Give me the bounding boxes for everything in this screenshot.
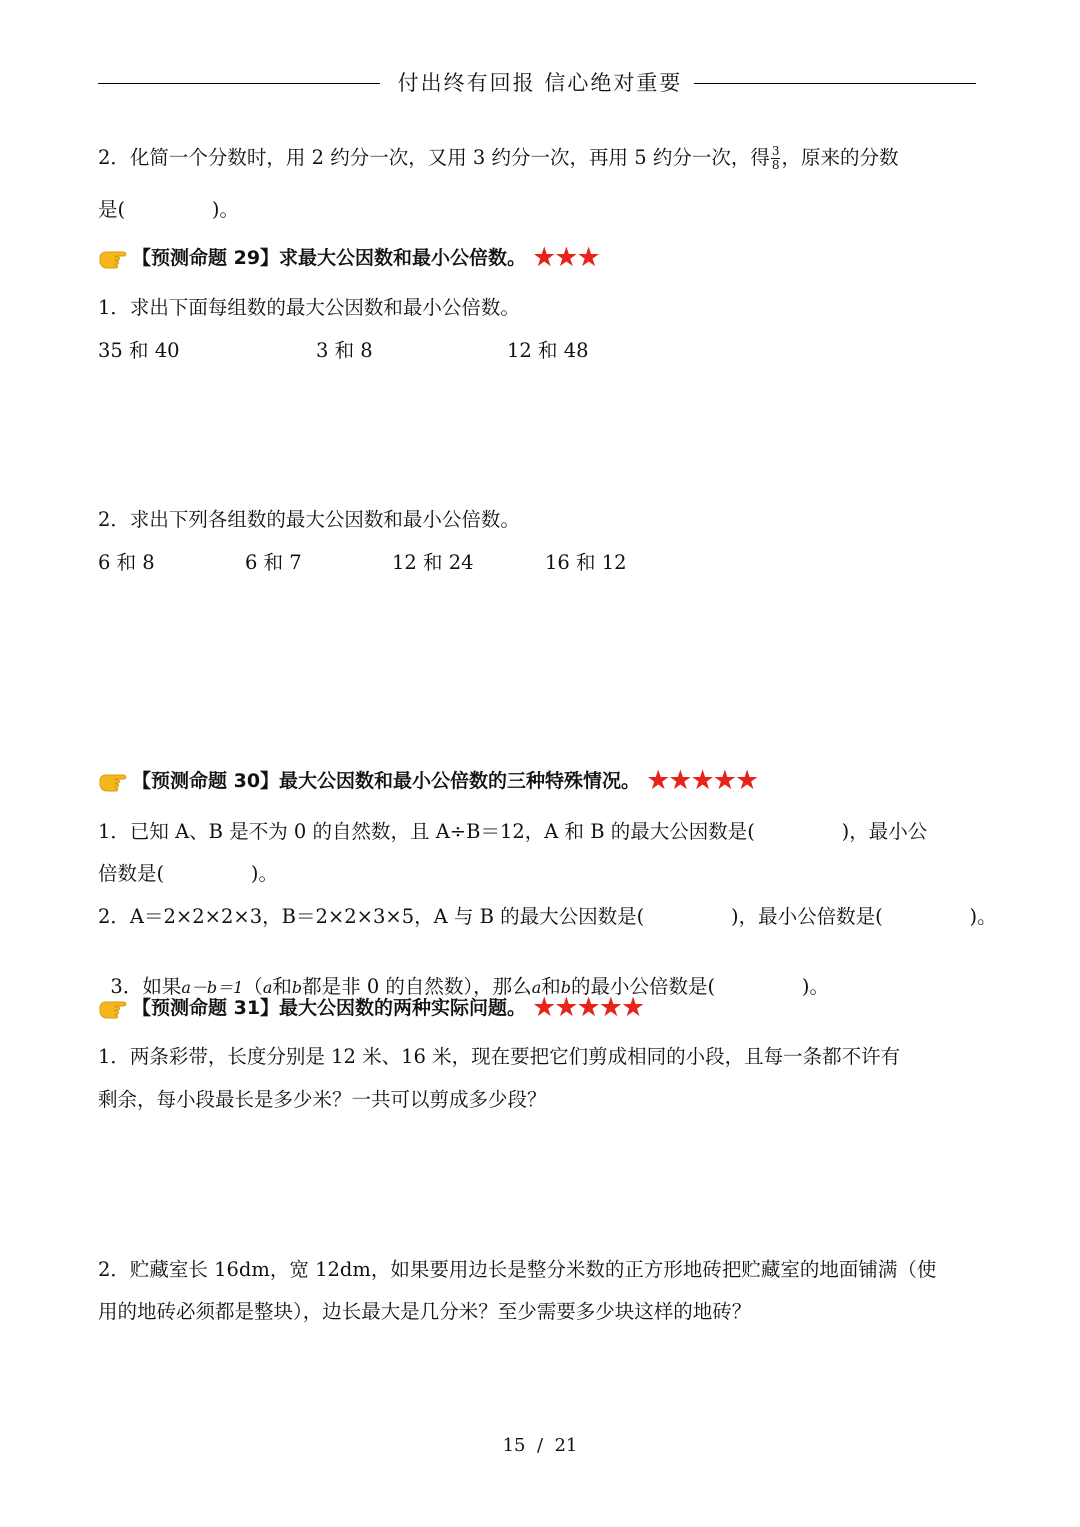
rating-stars	[532, 244, 599, 272]
star-icon: ★	[576, 242, 601, 273]
pointing-hand-icon	[98, 244, 130, 272]
section-29-heading: 【预测命题 29】求最大公因数和最小公倍数。 ★ ★ ★	[98, 244, 599, 272]
star-icon: ★	[554, 242, 579, 273]
section-31-q1-line1: 1．两条彩带，长度分别是 12 米、16 米，现在要把它们剪成相同的小段，且每一条都不许有	[98, 1045, 901, 1068]
star-icon: ★	[734, 765, 760, 796]
section-30-q3: 3．如果a－b＝1（a和b都是非 0 的自然数），那么a和b的最小公倍数是( )。	[110, 975, 829, 998]
star-icon: ★	[532, 992, 557, 1023]
section-30-heading: 【预测命题 30】最大公因数和最小公倍数的三种特殊情况。 ★ ★ ★ ★ ★	[98, 767, 757, 795]
section-29-q2-item: 6 和 7	[245, 551, 302, 574]
fraction: $\frac{3}{8}$	[771, 144, 780, 172]
star-icon: ★	[646, 765, 671, 796]
section-29-q2-item: 6 和 8	[98, 551, 155, 574]
question-top-2-line1: 2．化简一个分数时，用 2 约分一次，又用 3 约分一次，再用 5 约分一次，得 $\frac{3}{8}$ ，原来的分数	[98, 144, 899, 172]
star-icon: ★	[668, 765, 693, 796]
page-number: 15 / 21	[502, 1435, 578, 1456]
section-29-q1-item: 3 和 8	[316, 339, 373, 362]
star-icon: ★	[532, 242, 557, 273]
section-29-q1-item: 35 和 40	[98, 339, 180, 362]
star-icon: ★	[576, 992, 601, 1023]
star-icon: ★	[712, 765, 737, 796]
rating-stars	[532, 992, 646, 1023]
section-31-q2-line1: 2．贮藏室长 16dm，宽 12dm，如果要用边长是整分米数的正方形地砖把贮藏室的地面铺满（使	[98, 1258, 937, 1281]
section-29-q2-item: 16 和 12	[545, 551, 627, 574]
section-30-q1-line1: 1．已知 A、B 是不为 0 的自然数，且 A÷B＝12，A 和 B 的最大公因数是( )，最小公	[98, 820, 928, 843]
pointing-hand-icon	[98, 994, 130, 1022]
rating-stars	[646, 765, 760, 796]
header-slogan: 付出终有回报 信心绝对重要	[0, 68, 1080, 98]
section-29-q2: 2．求出下列各组数的最大公因数和最小公倍数。	[98, 508, 520, 531]
pointing-hand-icon	[98, 767, 130, 795]
section-29-q1: 1．求出下面每组数的最大公因数和最小公倍数。	[98, 296, 520, 319]
section-30-q2: 2．A＝2×2×2×3，B＝2×2×3×5，A 与 B 的最大公因数是( )，最小公倍数是( )。	[98, 905, 997, 928]
section-31-q1-line2: 剩余，每小段最长是多少米？一共可以剪成多少段？	[98, 1088, 547, 1111]
section-29-q1-item: 12 和 48	[507, 339, 589, 362]
section-31-heading: 【预测命题 31】最大公因数的两种实际问题。 ★ ★ ★ ★ ★	[98, 994, 643, 1022]
star-icon: ★	[690, 765, 715, 796]
star-icon: ★	[554, 992, 579, 1023]
section-30-q1-line2: 倍数是( )。	[98, 862, 278, 885]
star-icon: ★	[598, 992, 623, 1023]
section-29-q2-item: 12 和 24	[392, 551, 474, 574]
question-top-2-line2: 是( )。	[98, 198, 239, 221]
star-icon: ★	[620, 992, 646, 1023]
section-31-q2-line2: 用的地砖必须都是整块），边长最大是几分米？至少需要多少块这样的地砖？	[98, 1300, 752, 1323]
